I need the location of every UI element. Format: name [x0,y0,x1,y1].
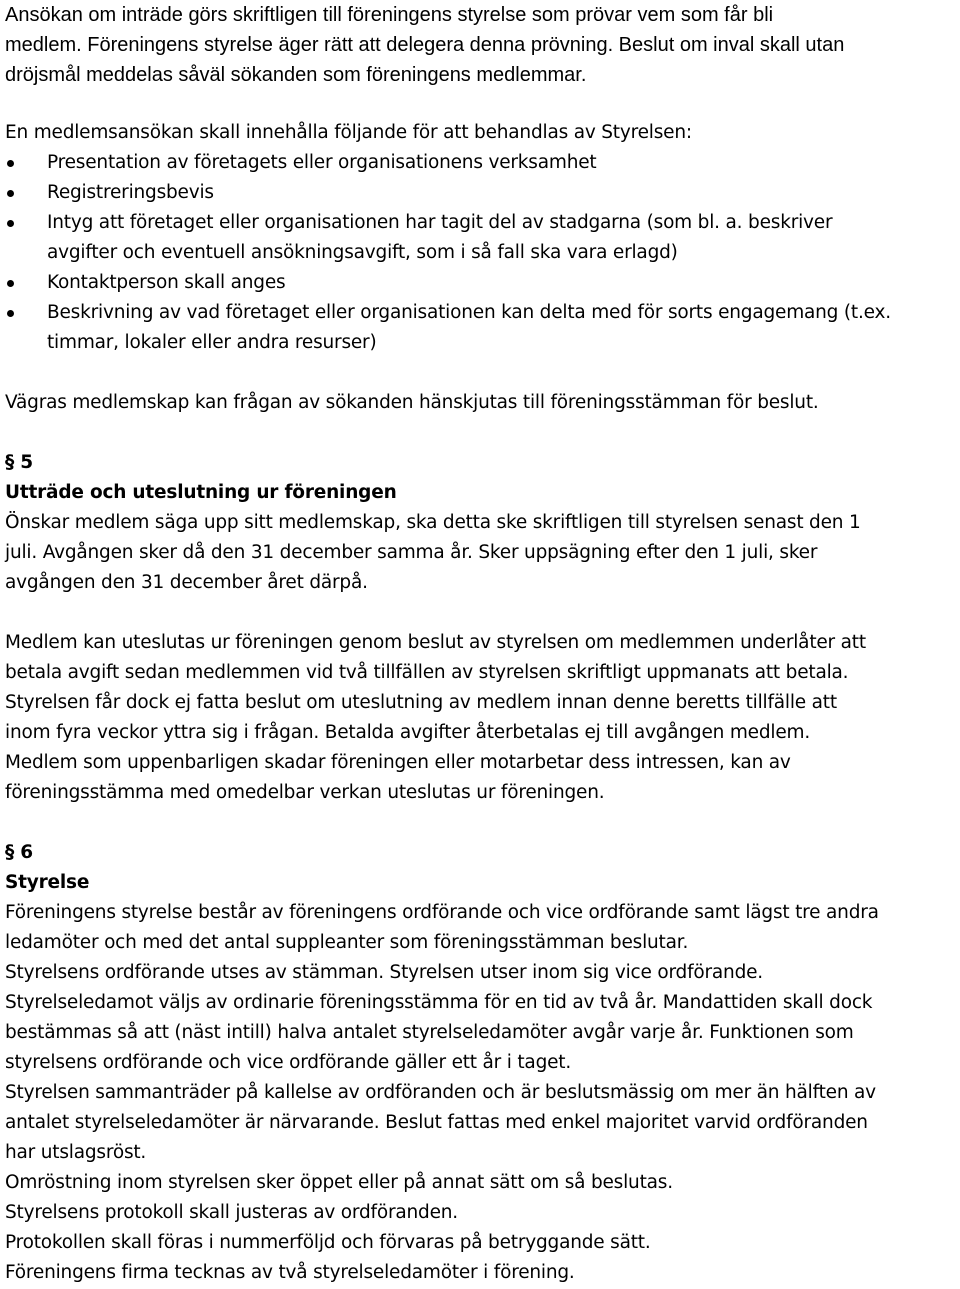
paragraph-line: betala avgift sedan medlemmen vid två tillfällen av styrelsen skriftligt uppmanats att betala. [5,662,849,683]
paragraph-line: Styrelsen får dock ej fatta beslut om uteslutning av medlem innan denne beretts tillfälle att [5,692,837,713]
section-6-number: § 6 [5,842,33,863]
section-5-paragraph-1 [5,508,955,598]
document-page [5,0,955,1288]
intro-line: dröjsmål meddelas såväl sökanden som föreningens medlemmar. [5,64,587,86]
paragraph-line: Styrelsens ordförande utses av stämman. Styrelsen utser inom sig vice ordförande. [5,962,763,983]
list-item [5,148,955,178]
refusal-paragraph: Vägras medlemskap kan frågan av sökanden hänskjutas till föreningsstämman för beslut. [5,392,819,413]
paragraph-line: bestämmas så att (näst intill) halva antalet styrelseledamöter avgår varje år. Funktionen som [5,1022,854,1043]
bullet-icon [7,160,14,167]
list-item-text: Beskrivning av vad företaget eller organisationen kan delta med för sorts engagemang (t.ex. [47,302,891,323]
paragraph-line: Styrelsen sammanträder på kallelse av ordföranden och är beslutsmässig om mer än hälften av [5,1082,876,1103]
section-5-number: § 5 [5,452,33,473]
paragraph-line: ledamöter och med det antal suppleanter som föreningsstämman beslutar. [5,932,689,953]
bullet-icon [7,280,14,287]
list-item-text: Kontaktperson skall anges [47,272,286,293]
list-item [5,298,955,358]
paragraph-line: Medlem kan uteslutas ur föreningen genom beslut av styrelsen om medlemmen underlåter att [5,632,866,653]
section-6-paragraph [5,898,955,1288]
requirements-list [5,148,955,358]
list-item [5,268,955,298]
list-item-text: timmar, lokaler eller andra resurser) [47,332,377,353]
paragraph-line: inom fyra veckor yttra sig i frågan. Betalda avgifter återbetalas ej till avgången medlem. [5,722,811,743]
list-item [5,208,955,268]
list-item [5,178,955,208]
intro-line: Ansökan om inträde görs skriftligen till föreningens styrelse som prövar vem som får bli [5,4,774,26]
list-item-text: Registreringsbevis [47,182,214,203]
section-6-title: Styrelse [5,872,90,893]
bullet-icon [7,310,14,317]
paragraph-line: föreningsstämma med omedelbar verkan uteslutas ur föreningen. [5,782,605,803]
paragraph-line: avgången den 31 december året därpå. [5,572,368,593]
paragraph-line: Medlem som uppenbarligen skadar föreningen eller motarbetar dess intressen, kan av [5,752,791,773]
paragraph-line: Föreningens firma tecknas av två styrelseledamöter i förening. [5,1262,575,1283]
paragraph-line: Omröstning inom styrelsen sker öppet eller på annat sätt om så beslutas. [5,1172,673,1193]
paragraph-line: har utslagsröst. [5,1142,147,1163]
bullet-icon [7,190,14,197]
intro-paragraph [5,0,955,90]
list-item-text: Intyg att företaget eller organisationen har tagit del av stadgarna (som bl. a. beskriver [47,212,833,233]
section-5-title: Utträde och uteslutning ur föreningen [5,482,397,503]
list-item-text: Presentation av företagets eller organisationens verksamhet [47,152,597,173]
application-lead: En medlemsansökan skall innehålla följande för att behandlas av Styrelsen: [5,122,692,143]
paragraph-line: styrelsens ordförande och vice ordförande gäller ett år i taget. [5,1052,572,1073]
list-item-text: avgifter och eventuell ansökningsavgift, som i så fall ska vara erlagd) [47,242,678,263]
bullet-icon [7,220,14,227]
paragraph-line: juli. Avgången sker då den 31 december samma år. Sker uppsägning efter den 1 juli, sker [5,542,818,563]
paragraph-line: Föreningens styrelse består av föreningens ordförande och vice ordförande samt lägst tre andra [5,902,879,923]
document-body [5,118,955,1288]
section-5-paragraph-2 [5,628,955,808]
paragraph-line: Önskar medlem säga upp sitt medlemskap, ska detta ske skriftligen till styrelsen senast den 1 [5,512,861,533]
paragraph-line: Styrelseledamot väljs av ordinarie föreningsstämma för en tid av två år. Mandattiden skall dock [5,992,873,1013]
intro-line: medlem. Föreningens styrelse äger rätt att delegera denna prövning. Beslut om inval skall utan [5,34,845,56]
paragraph-line: Protokollen skall föras i nummerföljd och förvaras på betryggande sätt. [5,1232,651,1253]
paragraph-line: Styrelsens protokoll skall justeras av ordföranden. [5,1202,458,1223]
paragraph-line: antalet styrelseledamöter är närvarande. Beslut fattas med enkel majoritet varvid ordföranden [5,1112,868,1133]
